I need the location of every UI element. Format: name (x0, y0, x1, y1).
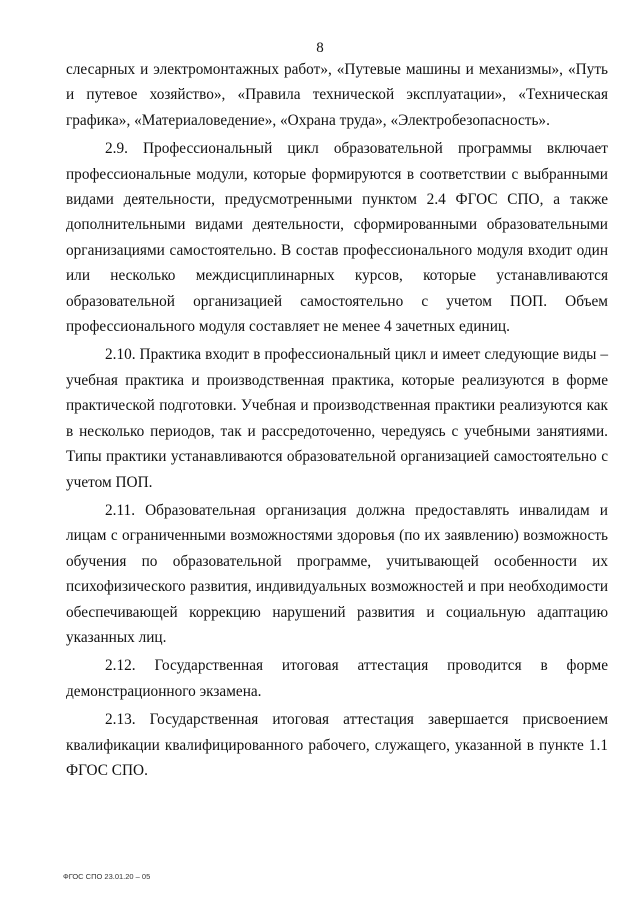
page-number: 8 (316, 40, 324, 56)
paragraph-continuation: слесарных и электромонтажных работ», «Путевые машины и механизмы», «Путь и путевое хозяйство», «Правила технической эксплуатации», «Техническая графика», «Материаловедение», «Охрана труда», «Электробезопасность». (66, 61, 608, 129)
body-text (66, 57, 608, 786)
paragraph-2-11: 2.11. Образовательная организация должна предоставлять инвалидам и лицам с ограниченными возможностями здоровья (по их заявлению) возможность обучения по образовательной программе, учитывающей особенности их психофизического развития, индивидуальных возможностей и при необходимости обеспечивающей коррекцию нарушений развития и социальную адаптацию указанных лиц. (66, 501, 608, 646)
paragraph-2-9: 2.9. Профессиональный цикл образовательной программы включает профессиональные модули, которые формируются в соответствии с выбранными видами деятельности, предусмотренными пунктом 2.4 ФГОС СПО, а также дополнительными видами деятельности, сформированными образовательными организациями самостоятельно. В состав профессионального модуля входит один или несколько междисциплинарных курсов, которые устанавливаются образовательной организацией самостоятельно с учетом ПОП. Объем профессионального модуля составляет не менее 4 зачетных единиц. (66, 140, 608, 336)
paragraph-2-10: 2.10. Практика входит в профессиональный цикл и имеет следующие виды – учебная практика и производственная практика, которые реализуются в форме практической подготовки. Учебная и производственная практики реализуются как в несколько периодов, так и рассредоточенно, чередуясь с учебными занятиями. Типы практики устанавливаются образовательной организацией самостоятельно с учетом ПОП. (66, 346, 608, 491)
paragraph-2-13: 2.13. Государственная итоговая аттестация завершается присвоением квалификации квалифицированного рабочего, служащего, указанной в пункте 1.1 ФГОС СПО. (66, 711, 608, 779)
page-footer: ФГОС СПО 23.01.20 – 05 (63, 872, 151, 881)
paragraph-2-12: 2.12. Государственная итоговая аттестация проводится в форме демонстрационного экзамена. (66, 657, 608, 700)
